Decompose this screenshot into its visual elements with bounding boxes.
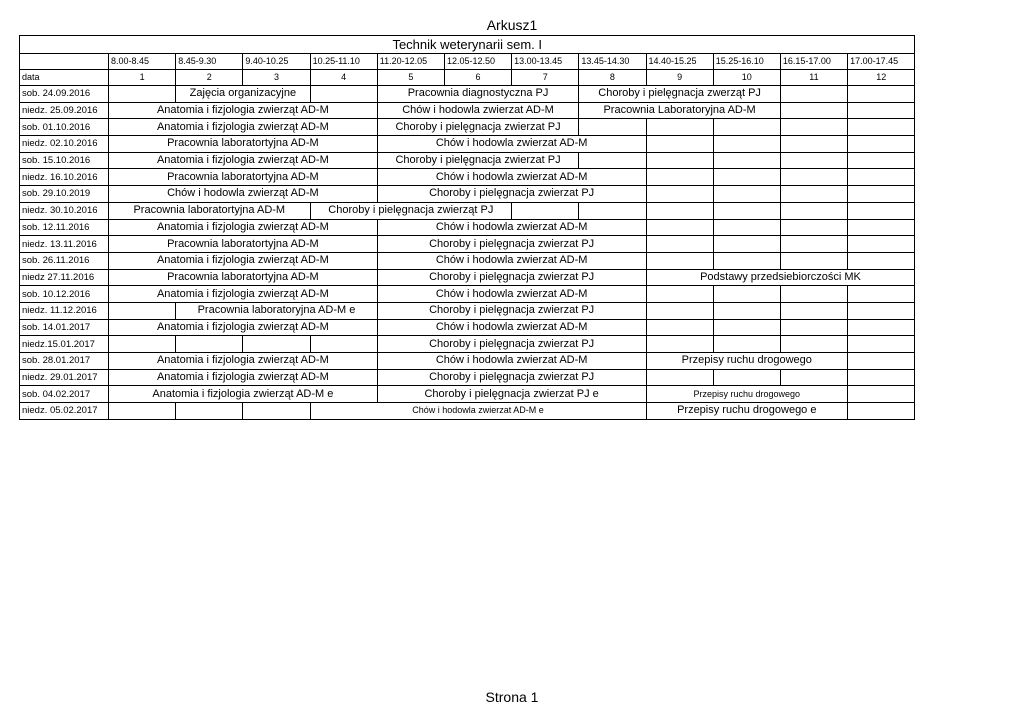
schedule-row bbox=[20, 336, 915, 353]
empty-cell bbox=[646, 202, 713, 219]
empty-cell bbox=[109, 336, 176, 353]
empty-cell bbox=[646, 286, 713, 303]
schedule-row bbox=[20, 319, 915, 336]
empty-cell bbox=[713, 169, 780, 186]
date-cell: niedz.15.01.2017 bbox=[20, 336, 109, 353]
empty-cell bbox=[848, 369, 915, 386]
date-cell: sob. 04.02.2017 bbox=[20, 386, 109, 403]
subject-cell: Anatomia i fizjologia zwierząt AD-M bbox=[109, 252, 378, 269]
page-footer: Strona 1 bbox=[485, 689, 539, 705]
empty-cell bbox=[646, 152, 713, 169]
empty-cell bbox=[780, 336, 847, 353]
subject-cell: Chów i hodowla zwierząt AD-M bbox=[109, 186, 378, 203]
lesson-number-cell: 9 bbox=[646, 70, 713, 86]
empty-cell bbox=[848, 252, 915, 269]
subject-cell: Pracownia laboratortyjna AD-M bbox=[109, 136, 378, 153]
subject-cell: Przepisy ruchu drogowego bbox=[646, 353, 848, 370]
date-cell: niedz. 16.10.2016 bbox=[20, 169, 109, 186]
subject-cell: Pracownia diagnostyczna PJ bbox=[377, 86, 579, 103]
lesson-numbers-row bbox=[20, 70, 915, 86]
empty-cell bbox=[713, 336, 780, 353]
lesson-number-cell: 3 bbox=[243, 70, 310, 86]
empty-cell bbox=[579, 202, 646, 219]
schedule-row bbox=[20, 102, 915, 119]
date-cell: niedz. 13.11.2016 bbox=[20, 236, 109, 253]
empty-cell bbox=[780, 169, 847, 186]
subject-cell: Przepisy ruchu drogowego bbox=[646, 386, 848, 403]
subject-cell: Pracownia laboratortyjna AD-M bbox=[109, 236, 378, 253]
empty-cell bbox=[713, 186, 780, 203]
empty-cell bbox=[848, 302, 915, 319]
time-slots-row bbox=[20, 54, 915, 70]
empty-cell bbox=[780, 286, 847, 303]
schedule-row bbox=[20, 136, 915, 153]
schedule-row bbox=[20, 386, 915, 403]
date-cell: sob. 15.10.2016 bbox=[20, 152, 109, 169]
empty-cell bbox=[646, 252, 713, 269]
empty-cell bbox=[713, 369, 780, 386]
empty-cell bbox=[780, 319, 847, 336]
empty-cell bbox=[780, 102, 847, 119]
subject-cell: Choroby i pielęgnacja zwierzat PJ e bbox=[377, 386, 646, 403]
empty-cell bbox=[176, 336, 243, 353]
empty-cell bbox=[780, 119, 847, 136]
subject-cell: Choroby i pielęgnacja zwierzat PJ bbox=[377, 269, 646, 286]
empty-cell bbox=[848, 353, 915, 370]
empty-cell bbox=[646, 186, 713, 203]
date-cell: niedz. 30.10.2016 bbox=[20, 202, 109, 219]
date-cell: niedz. 29.01.2017 bbox=[20, 369, 109, 386]
subject-cell: Anatomia i fizjologia zwierząt AD-M e bbox=[109, 386, 378, 403]
empty-cell bbox=[848, 386, 915, 403]
empty-cell bbox=[646, 236, 713, 253]
empty-cell bbox=[848, 152, 915, 169]
empty-cell bbox=[646, 369, 713, 386]
subject-cell: Zajęcia organizacyjne bbox=[176, 86, 310, 103]
subject-cell: Chów i hodowla zwierzat AD-M bbox=[377, 353, 646, 370]
subject-cell: Pracownia laboratortyjna AD-M bbox=[109, 202, 311, 219]
empty-cell bbox=[512, 202, 579, 219]
empty-cell bbox=[646, 219, 713, 236]
empty-cell bbox=[848, 319, 915, 336]
time-slot-cell: 13.45-14.30 bbox=[579, 54, 646, 70]
schedule-row bbox=[20, 169, 915, 186]
empty-cell bbox=[848, 86, 915, 103]
empty-cell bbox=[646, 319, 713, 336]
schedule-row bbox=[20, 186, 915, 203]
time-slot-cell: 14.40-15.25 bbox=[646, 54, 713, 70]
empty-cell bbox=[780, 302, 847, 319]
schedule-row bbox=[20, 152, 915, 169]
empty-cell bbox=[713, 319, 780, 336]
time-slot-cell: 17.00-17.45 bbox=[848, 54, 915, 70]
empty-cell bbox=[579, 152, 646, 169]
number-row-label: data bbox=[20, 70, 109, 86]
lesson-number-cell: 11 bbox=[780, 70, 847, 86]
time-slot-cell: 8.45-9.30 bbox=[176, 54, 243, 70]
empty-cell bbox=[646, 119, 713, 136]
empty-cell bbox=[848, 286, 915, 303]
subject-cell: Pracownia laboratortyjna AD-M bbox=[109, 269, 378, 286]
empty-cell bbox=[109, 86, 176, 103]
subject-cell: Pracownia Laboratoryjna AD-M bbox=[579, 102, 781, 119]
subject-cell: Choroby i pielęgnacja zwierzat PJ bbox=[377, 302, 646, 319]
subject-cell: Pracownia laboratoryjna AD-M e bbox=[176, 302, 378, 319]
time-slot-corner bbox=[20, 54, 109, 70]
subject-cell: Anatomia i fizjologia zwierząt AD-M bbox=[109, 286, 378, 303]
empty-cell bbox=[780, 152, 847, 169]
empty-cell bbox=[579, 119, 646, 136]
empty-cell bbox=[780, 219, 847, 236]
empty-cell bbox=[646, 302, 713, 319]
date-cell: niedz. 25.09.2016 bbox=[20, 102, 109, 119]
subject-cell: Anatomia i fizjologia zwierząt AD-M bbox=[109, 319, 378, 336]
subject-cell: Przepisy ruchu drogowego e bbox=[646, 403, 848, 420]
schedule-row bbox=[20, 286, 915, 303]
empty-cell bbox=[713, 302, 780, 319]
date-cell: niedz. 05.02.2017 bbox=[20, 403, 109, 420]
date-cell: niedz. 02.10.2016 bbox=[20, 136, 109, 153]
empty-cell bbox=[646, 336, 713, 353]
lesson-number-cell: 12 bbox=[848, 70, 915, 86]
table-title-row bbox=[20, 36, 915, 54]
schedule-row bbox=[20, 252, 915, 269]
subject-cell: Choroby i pielęgnacja zwierzat PJ bbox=[377, 186, 646, 203]
time-slot-cell: 8.00-8.45 bbox=[109, 54, 176, 70]
time-slot-cell: 9.40-10.25 bbox=[243, 54, 310, 70]
empty-cell bbox=[848, 186, 915, 203]
empty-cell bbox=[780, 86, 847, 103]
date-cell: sob. 01.10.2016 bbox=[20, 119, 109, 136]
subject-cell: Pracownia laboratortyjna AD-M bbox=[109, 169, 378, 186]
sheet-title: Arkusz1 bbox=[486, 17, 538, 33]
lesson-number-cell: 8 bbox=[579, 70, 646, 86]
table-title: Technik weterynarii sem. I bbox=[20, 36, 915, 54]
lesson-number-cell: 1 bbox=[109, 70, 176, 86]
subject-cell: Chów i hodowla zwierzat AD-M bbox=[377, 136, 646, 153]
subject-cell: Chów i hodowla zwierzat AD-M bbox=[377, 252, 646, 269]
subject-cell: Chów i hodowla zwierzat AD-M bbox=[377, 219, 646, 236]
time-slot-cell: 16.15-17.00 bbox=[780, 54, 847, 70]
date-cell: sob. 10.12.2016 bbox=[20, 286, 109, 303]
subject-cell: Choroby i pielęgnacja zwierzat PJ bbox=[377, 336, 646, 353]
schedule-row bbox=[20, 353, 915, 370]
subject-cell: Anatomia i fizjologia zwierząt AD-M bbox=[109, 369, 378, 386]
empty-cell bbox=[243, 336, 310, 353]
subject-cell: Chów i hodowla zwierzat AD-M bbox=[377, 286, 646, 303]
schedule-row bbox=[20, 219, 915, 236]
subject-cell: Chów i hodowla zwierzat AD-M e bbox=[310, 403, 646, 420]
subject-cell: Chów i hodowla zwierzat AD-M bbox=[377, 319, 646, 336]
empty-cell bbox=[848, 219, 915, 236]
subject-cell: Chów i hodowla zwierzat AD-M bbox=[377, 102, 579, 119]
lesson-number-cell: 5 bbox=[377, 70, 444, 86]
date-cell: sob. 14.01.2017 bbox=[20, 319, 109, 336]
empty-cell bbox=[780, 236, 847, 253]
empty-cell bbox=[310, 336, 377, 353]
subject-cell: Podstawy przedsiebiorczości MK bbox=[646, 269, 915, 286]
subject-cell: Anatomia i fizjologia zwierząt AD-M bbox=[109, 219, 378, 236]
empty-cell bbox=[848, 169, 915, 186]
empty-cell bbox=[713, 136, 780, 153]
lesson-number-cell: 2 bbox=[176, 70, 243, 86]
lesson-number-cell: 7 bbox=[512, 70, 579, 86]
subject-cell: Choroby i pielęgnacja zwerząt PJ bbox=[579, 86, 781, 103]
subject-cell: Choroby i pielęgnacja zwierzat PJ bbox=[377, 152, 579, 169]
subject-cell: Choroby i pielęgnacja zwierząt PJ bbox=[310, 202, 512, 219]
empty-cell bbox=[713, 236, 780, 253]
empty-cell bbox=[109, 403, 176, 420]
subject-cell: Anatomia i fizjologia zwierząt AD-M bbox=[109, 152, 378, 169]
empty-cell bbox=[713, 119, 780, 136]
empty-cell bbox=[780, 202, 847, 219]
schedule-table bbox=[19, 35, 915, 420]
empty-cell bbox=[713, 219, 780, 236]
lesson-number-cell: 6 bbox=[444, 70, 511, 86]
empty-cell bbox=[780, 186, 847, 203]
schedule-row bbox=[20, 86, 915, 103]
date-cell: niedz 27.11.2016 bbox=[20, 269, 109, 286]
date-cell: sob. 29.10.2019 bbox=[20, 186, 109, 203]
empty-cell bbox=[848, 336, 915, 353]
subject-cell: Choroby i pielęgnacja zwierzat PJ bbox=[377, 369, 646, 386]
time-slot-cell: 13.00-13.45 bbox=[512, 54, 579, 70]
time-slot-cell: 11.20-12.05 bbox=[377, 54, 444, 70]
date-cell: sob. 26.11.2016 bbox=[20, 252, 109, 269]
empty-cell bbox=[848, 102, 915, 119]
schedule-row bbox=[20, 403, 915, 420]
schedule-row bbox=[20, 236, 915, 253]
empty-cell bbox=[848, 136, 915, 153]
empty-cell bbox=[848, 236, 915, 253]
empty-cell bbox=[780, 136, 847, 153]
date-cell: sob. 12.11.2016 bbox=[20, 219, 109, 236]
schedule-row bbox=[20, 202, 915, 219]
subject-cell: Anatomia i fizjologia zwierząt AD-M bbox=[109, 119, 378, 136]
empty-cell bbox=[713, 286, 780, 303]
empty-cell bbox=[713, 252, 780, 269]
time-slot-cell: 15.25-16.10 bbox=[713, 54, 780, 70]
empty-cell bbox=[713, 202, 780, 219]
empty-cell bbox=[848, 202, 915, 219]
date-cell: niedz. 11.12.2016 bbox=[20, 302, 109, 319]
schedule-row bbox=[20, 119, 915, 136]
time-slot-cell: 12.05-12.50 bbox=[444, 54, 511, 70]
empty-cell bbox=[646, 169, 713, 186]
subject-cell: Anatomia i fizjologia zwierząt AD-M bbox=[109, 102, 378, 119]
date-cell: sob. 24.09.2016 bbox=[20, 86, 109, 103]
empty-cell bbox=[713, 152, 780, 169]
subject-cell: Anatomia i fizjologia zwierząt AD-M bbox=[109, 353, 378, 370]
empty-cell bbox=[646, 136, 713, 153]
schedule-row bbox=[20, 269, 915, 286]
time-slot-cell: 10.25-11.10 bbox=[310, 54, 377, 70]
empty-cell bbox=[176, 403, 243, 420]
date-cell: sob. 28.01.2017 bbox=[20, 353, 109, 370]
subject-cell: Choroby i pielęgnacja zwierzat PJ bbox=[377, 236, 646, 253]
subject-cell: Chów i hodowla zwierzat AD-M bbox=[377, 169, 646, 186]
schedule-row bbox=[20, 302, 915, 319]
lesson-number-cell: 4 bbox=[310, 70, 377, 86]
empty-cell bbox=[243, 403, 310, 420]
empty-cell bbox=[848, 403, 915, 420]
schedule-row bbox=[20, 369, 915, 386]
empty-cell bbox=[780, 369, 847, 386]
empty-cell bbox=[310, 86, 377, 103]
empty-cell bbox=[780, 252, 847, 269]
subject-cell: Choroby i pielęgnacja zwierzat PJ bbox=[377, 119, 579, 136]
empty-cell bbox=[109, 302, 176, 319]
empty-cell bbox=[848, 119, 915, 136]
lesson-number-cell: 10 bbox=[713, 70, 780, 86]
